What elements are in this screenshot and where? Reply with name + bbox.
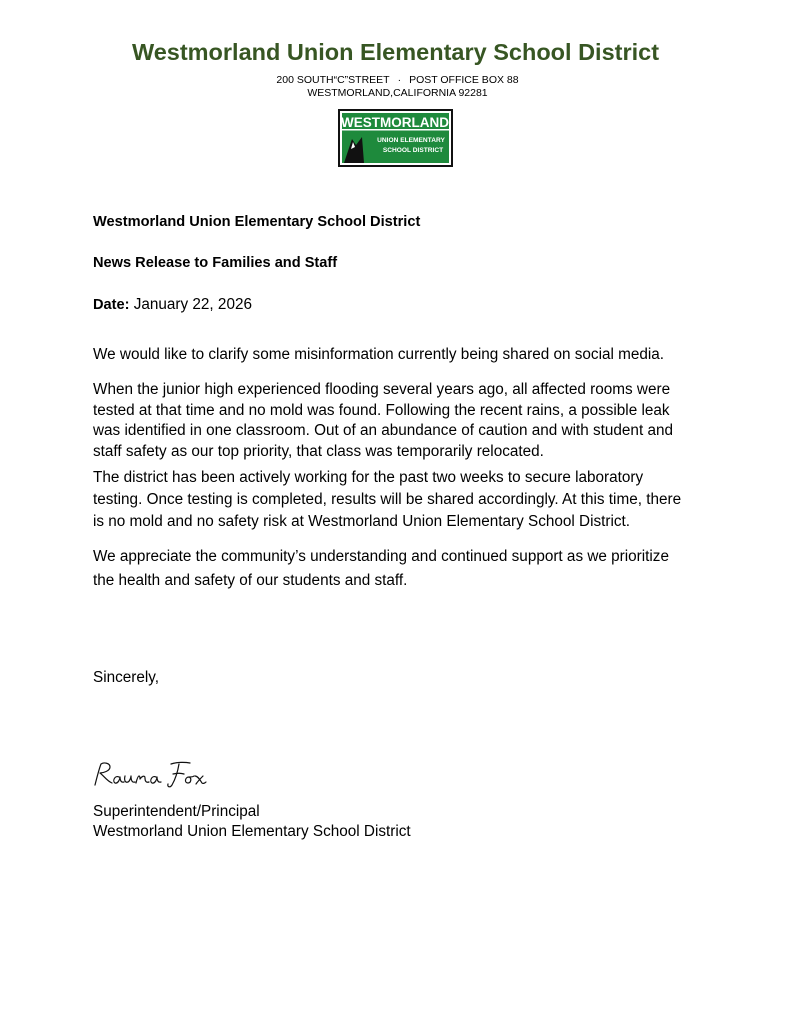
paragraph-3-line: is no mold and no safety risk at Westmorland Union Elementary School District. [93,513,631,530]
salutation: Sincerely, [93,669,160,686]
paragraph-4-line: the health and safety of our students and staff. [93,572,408,589]
signature [91,755,216,795]
address-line-1 [0,74,791,87]
signer-org: Westmorland Union Elementary School District [93,823,411,840]
logo-line-2: UNION ELEMENTARY [377,137,445,144]
paragraph-1: We would like to clarify some misinformation currently being shared on social media. [93,346,665,363]
address-line-2: WESTMORLAND,CALIFORNIA 92281 [307,87,488,99]
district-logo [338,109,453,167]
paragraph-4 [93,545,703,593]
district-title: Westmorland Union Elementary School District [131,39,660,65]
logo-word: WESTMORLAND [341,115,449,130]
logo-line-3: SCHOOL DISTRICT [382,147,444,154]
paragraph-2-line: staff safety as our top priority, that class was temporarily relocated. [93,443,544,461]
signer-title: Superintendent/Principal [93,803,260,820]
date-label: Date: [93,297,130,313]
street-address: 200 SOUTH“C”STREET [276,74,390,86]
address-separator: · [397,74,402,86]
po-box: POST OFFICE BOX 88 [409,74,519,86]
paragraph-2 [93,380,703,463]
release-subject: News Release to Families and Staff [93,255,338,271]
paragraph-4-line: We appreciate the community’s understanding and continued support as we prioritize [93,548,669,565]
paragraph-2-line: tested at that time and no mold was found. Following the recent rains, a possible leak [93,401,670,419]
paragraph-2-line: When the junior high experienced flooding several years ago, all affected rooms were [93,381,671,398]
paragraph-3-line: The district has been actively working for the past two weeks to secure laboratory [93,469,644,486]
paragraph-3 [93,467,703,533]
date-value: January 22, 2026 [133,296,252,313]
paragraph-2-line: was identified in one classroom. Out of an abundance of caution and with student and [93,422,673,440]
release-org: Westmorland Union Elementary School District [93,214,421,230]
release-date [93,294,252,316]
paragraph-3-line: testing. Once testing is completed, results will be shared accordingly. At this time, there [93,491,682,508]
